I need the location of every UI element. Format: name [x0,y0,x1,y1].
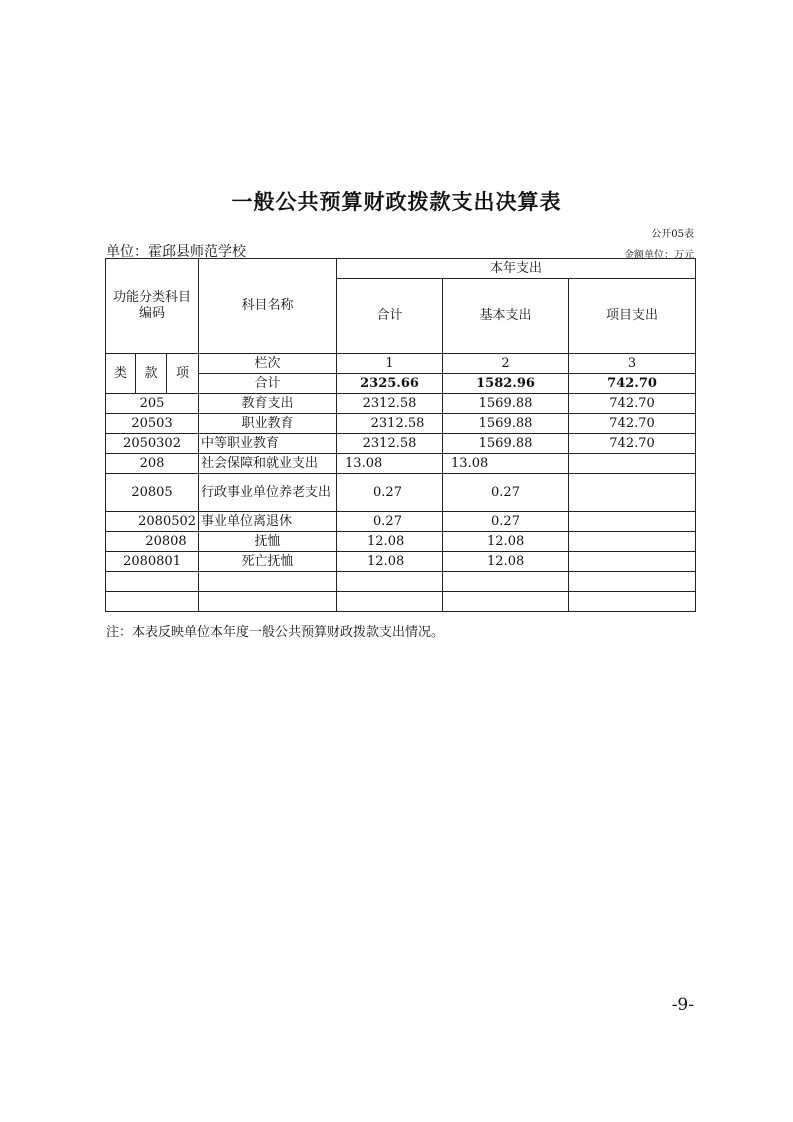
col-index-1: 1 [337,354,443,374]
row-basic: 13.08 [443,454,569,474]
total-header: 合计 [337,279,443,354]
page-title: 一般公共预算财政拨款支出决算表 [231,190,562,214]
empty-cell [569,592,696,612]
row-project [569,532,696,552]
row-total: 2312.58 [337,434,443,454]
row-name: 抚恤 [199,532,337,552]
row-name: 事业单位离退休 [199,512,337,532]
empty-cell [199,592,337,612]
code-header: 功能分类科目编码 [106,259,199,354]
row-code: 2080502 [106,512,199,532]
empty-cell [443,572,569,592]
basic-header: 基本支出 [443,279,569,354]
row-total: 12.08 [337,552,443,572]
lei-header: 类 [106,354,136,394]
col-index-3: 3 [569,354,696,374]
row-basic: 0.27 [443,512,569,532]
budget-table [105,258,696,612]
row-name: 职业教育 [199,414,337,434]
sum-project: 742.70 [569,374,696,394]
year-expense-header: 本年支出 [337,259,696,279]
row-project: 742.70 [569,394,696,414]
table-row [106,552,696,572]
row-project: 742.70 [569,414,696,434]
row-basic: 1569.88 [443,434,569,454]
row-total: 2312.58 [337,414,443,434]
unit-label: 单位：霍邱县师范学校 [106,244,246,260]
table-row [106,394,696,414]
sum-label: 合计 [199,374,337,394]
table-row [106,512,696,532]
empty-cell [199,572,337,592]
empty-cell [337,572,443,592]
table-note: 注：本表反映单位本年度一般公共预算财政拨款支出情况。 [106,625,445,640]
empty-row [106,592,696,612]
row-code: 20808 [106,532,199,552]
row-total: 0.27 [337,512,443,532]
table-row [106,454,696,474]
row-basic: 0.27 [443,474,569,512]
row-code: 20503 [106,414,199,434]
row-total: 13.08 [337,454,443,474]
empty-cell [443,592,569,612]
row-name: 死亡抚恤 [199,552,337,572]
page-number: -9- [671,995,694,1015]
empty-cell [569,572,696,592]
empty-cell [106,572,199,592]
row-basic: 12.08 [443,532,569,552]
project-header: 项目支出 [569,279,696,354]
row-code: 2080801 [106,552,199,572]
row-code: 20805 [106,474,199,512]
kuan-header: 款 [136,354,167,394]
row-code: 2050302 [106,434,199,454]
money-unit-label: 金额单位：万元 [624,250,694,261]
row-project: 742.70 [569,434,696,454]
column-index-row [106,354,696,374]
row-basic: 1569.88 [443,414,569,434]
table-row [106,434,696,454]
header-row [106,259,696,279]
row-name: 行政事业单位养老支出 [199,474,337,512]
row-name: 教育支出 [199,394,337,414]
col-index-2: 2 [443,354,569,374]
lanci-label: 栏次 [199,354,337,374]
row-basic: 1569.88 [443,394,569,414]
row-project [569,512,696,532]
table-row [106,414,696,434]
sum-basic: 1582.96 [443,374,569,394]
empty-cell [337,592,443,612]
row-code: 205 [106,394,199,414]
xiang-header: 项 [167,354,199,394]
table-row [106,474,696,512]
row-project [569,474,696,512]
row-code: 208 [106,454,199,474]
table-row [106,532,696,552]
empty-cell [106,592,199,612]
row-project [569,454,696,474]
empty-row [106,572,696,592]
row-name: 中等职业教育 [199,434,337,454]
row-name: 社会保障和就业支出 [199,454,337,474]
row-total: 0.27 [337,474,443,512]
form-number: 公开05表 [651,229,694,240]
row-basic: 12.08 [443,552,569,572]
name-header: 科目名称 [199,259,337,354]
sum-total: 2325.66 [337,374,443,394]
row-project [569,552,696,572]
row-total: 12.08 [337,532,443,552]
row-total: 2312.58 [337,394,443,414]
